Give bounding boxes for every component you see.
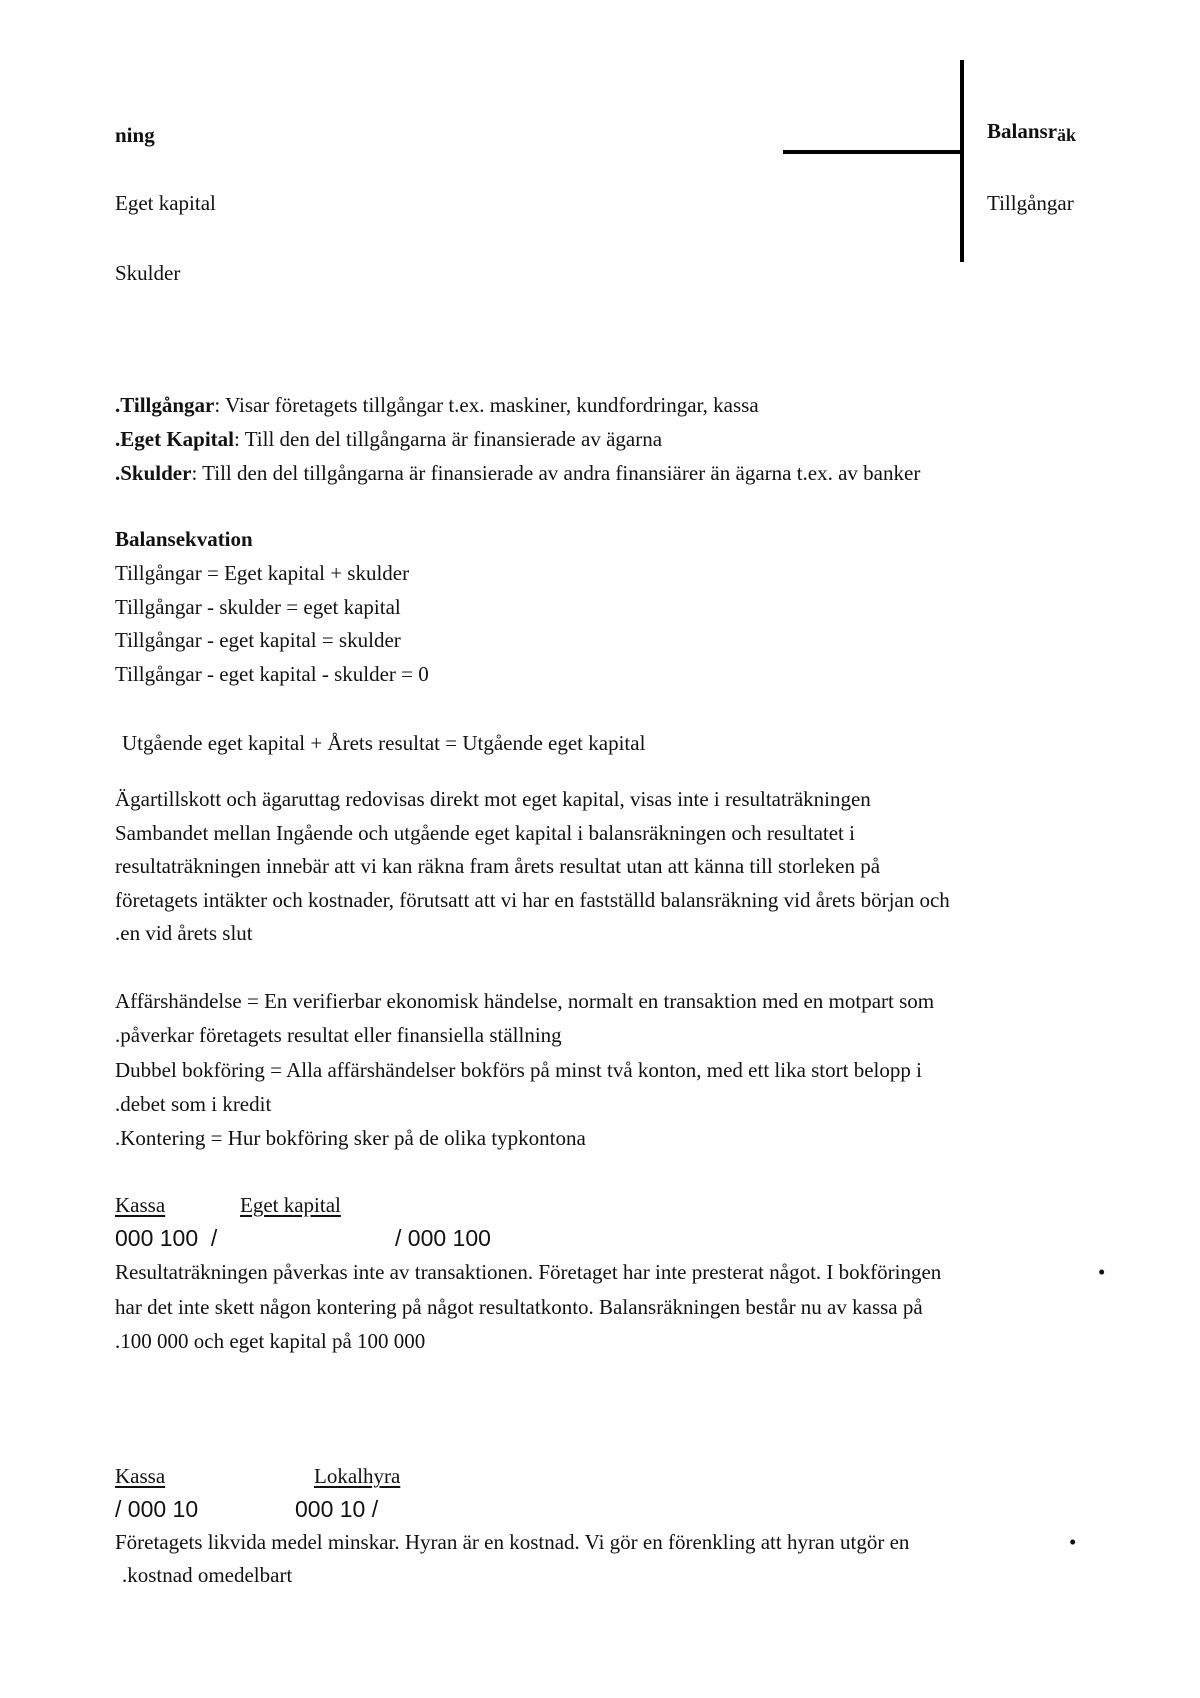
example1-amount-2: / 000 100 <box>395 1225 491 1251</box>
paragraph-line: .en vid årets slut <box>115 921 253 945</box>
paragraph-line: Sambandet mellan Ingående och utgående eget kapital i balansräkningen och resultatet i <box>115 820 855 845</box>
example1-account-1: Kassa <box>115 1193 166 1217</box>
example2-explanation <box>115 1526 909 1592</box>
explanation-line: Företagets likvida medel minskar. Hyran är en kostnad. Vi gör en förenkling att hyran utgör en <box>115 1530 910 1554</box>
paragraph-line: resultaträkningen innebär att vi kan räkna fram årets resultat utan att känna till storleken på <box>115 854 881 878</box>
balance-equation-heading: Balansekvation <box>115 527 253 551</box>
explanation-line: .100 000 och eget kapital på 100 000 <box>115 1329 426 1353</box>
example2-amount-1: / 000 10 <box>115 1496 199 1522</box>
t-account-horizontal-line <box>783 150 962 154</box>
equation-line: Tillgångar - eget kapital - skulder = 0 <box>115 662 429 686</box>
example2-account-2: Lokalhyra <box>314 1464 401 1488</box>
header-left-title: ning <box>115 123 155 147</box>
example2-account-1: Kassa <box>115 1464 166 1488</box>
paragraph-line: Ägartillskott och ägaruttag redovisas direkt mot eget kapital, visas inte i resultaträkningen <box>115 787 871 811</box>
term-line: .påverkar företagets resultat eller finansiella ställning <box>115 1023 562 1048</box>
definition-text: : Visar företagets tillgångar t.ex. maskiner, kundfordringar, kassa <box>214 393 759 417</box>
definition-item <box>115 456 920 490</box>
paragraph-line: företagets intäkter och kostnader, förutsatt att vi har en fastställd balansräkning vid årets början och <box>115 887 950 912</box>
example2-amount-2: 000 10 / <box>295 1496 379 1522</box>
example2-bullet: • <box>1069 1530 1077 1554</box>
term-line: Dubbel bokföring = Alla affärshändelser bokförs på minst två konton, med ett lika stort belopp i <box>115 1057 922 1082</box>
example1-amount-1: 000 100 / <box>115 1225 218 1251</box>
balance-equation-section <box>115 523 429 692</box>
term-line: .debet som i kredit <box>115 1091 272 1116</box>
example1-bullet: • <box>1098 1260 1106 1284</box>
t-account-vertical-line <box>960 60 964 262</box>
definitions-list <box>115 388 920 490</box>
definition-term: .Eget Kapital <box>115 427 234 451</box>
header-left-label: Eget kapital <box>115 191 216 215</box>
explanation-line: har det inte skett någon kontering på något resultatkonto. Balansräkningen består nu av kassa på <box>115 1294 923 1319</box>
definition-item <box>115 422 920 456</box>
definition-item <box>115 388 920 422</box>
definition-text: : Till den del tillgångarna är finansierade av andra finansiärer än ägarna t.ex. av banker <box>191 461 921 485</box>
term-line: Affärshändelse = En verifierbar ekonomisk händelse, normalt en transaktion med en motpart som <box>115 989 935 1013</box>
explanation-line: Resultaträkningen påverkas inte av transaktionen. Företaget har inte presterat något. I bokföringen <box>115 1260 942 1284</box>
equity-paragraph <box>115 783 950 951</box>
example1-explanation <box>115 1255 941 1359</box>
definition-term: .Skulder <box>115 461 192 485</box>
header-left-label-2: Skulder <box>115 261 181 285</box>
header-right-title-tail: äk <box>1057 125 1077 145</box>
definition-text: : Till den del tillgångarna är finansierade av ägarna <box>234 427 663 451</box>
header-right-label: Tillgångar <box>987 191 1074 215</box>
equation-line: Tillgångar - skulder = eget kapital <box>115 594 401 619</box>
terms-section <box>115 984 934 1155</box>
example1-account-2: Eget kapital <box>240 1193 341 1217</box>
definition-term: .Tillgångar <box>115 393 215 417</box>
equity-line: Utgående eget kapital + Årets resultat = Utgående eget kapital <box>122 731 646 755</box>
equation-line: Tillgångar = Eget kapital + skulder <box>115 560 410 585</box>
header-right-title <box>987 114 1076 148</box>
equation-line: Tillgångar - eget kapital = skulder <box>115 628 401 653</box>
term-line: .Kontering = Hur bokföring sker på de olika typkontona <box>115 1126 586 1150</box>
header-right-title-main: Balansr <box>987 119 1058 143</box>
explanation-line: .kostnad omedelbart <box>122 1563 293 1587</box>
